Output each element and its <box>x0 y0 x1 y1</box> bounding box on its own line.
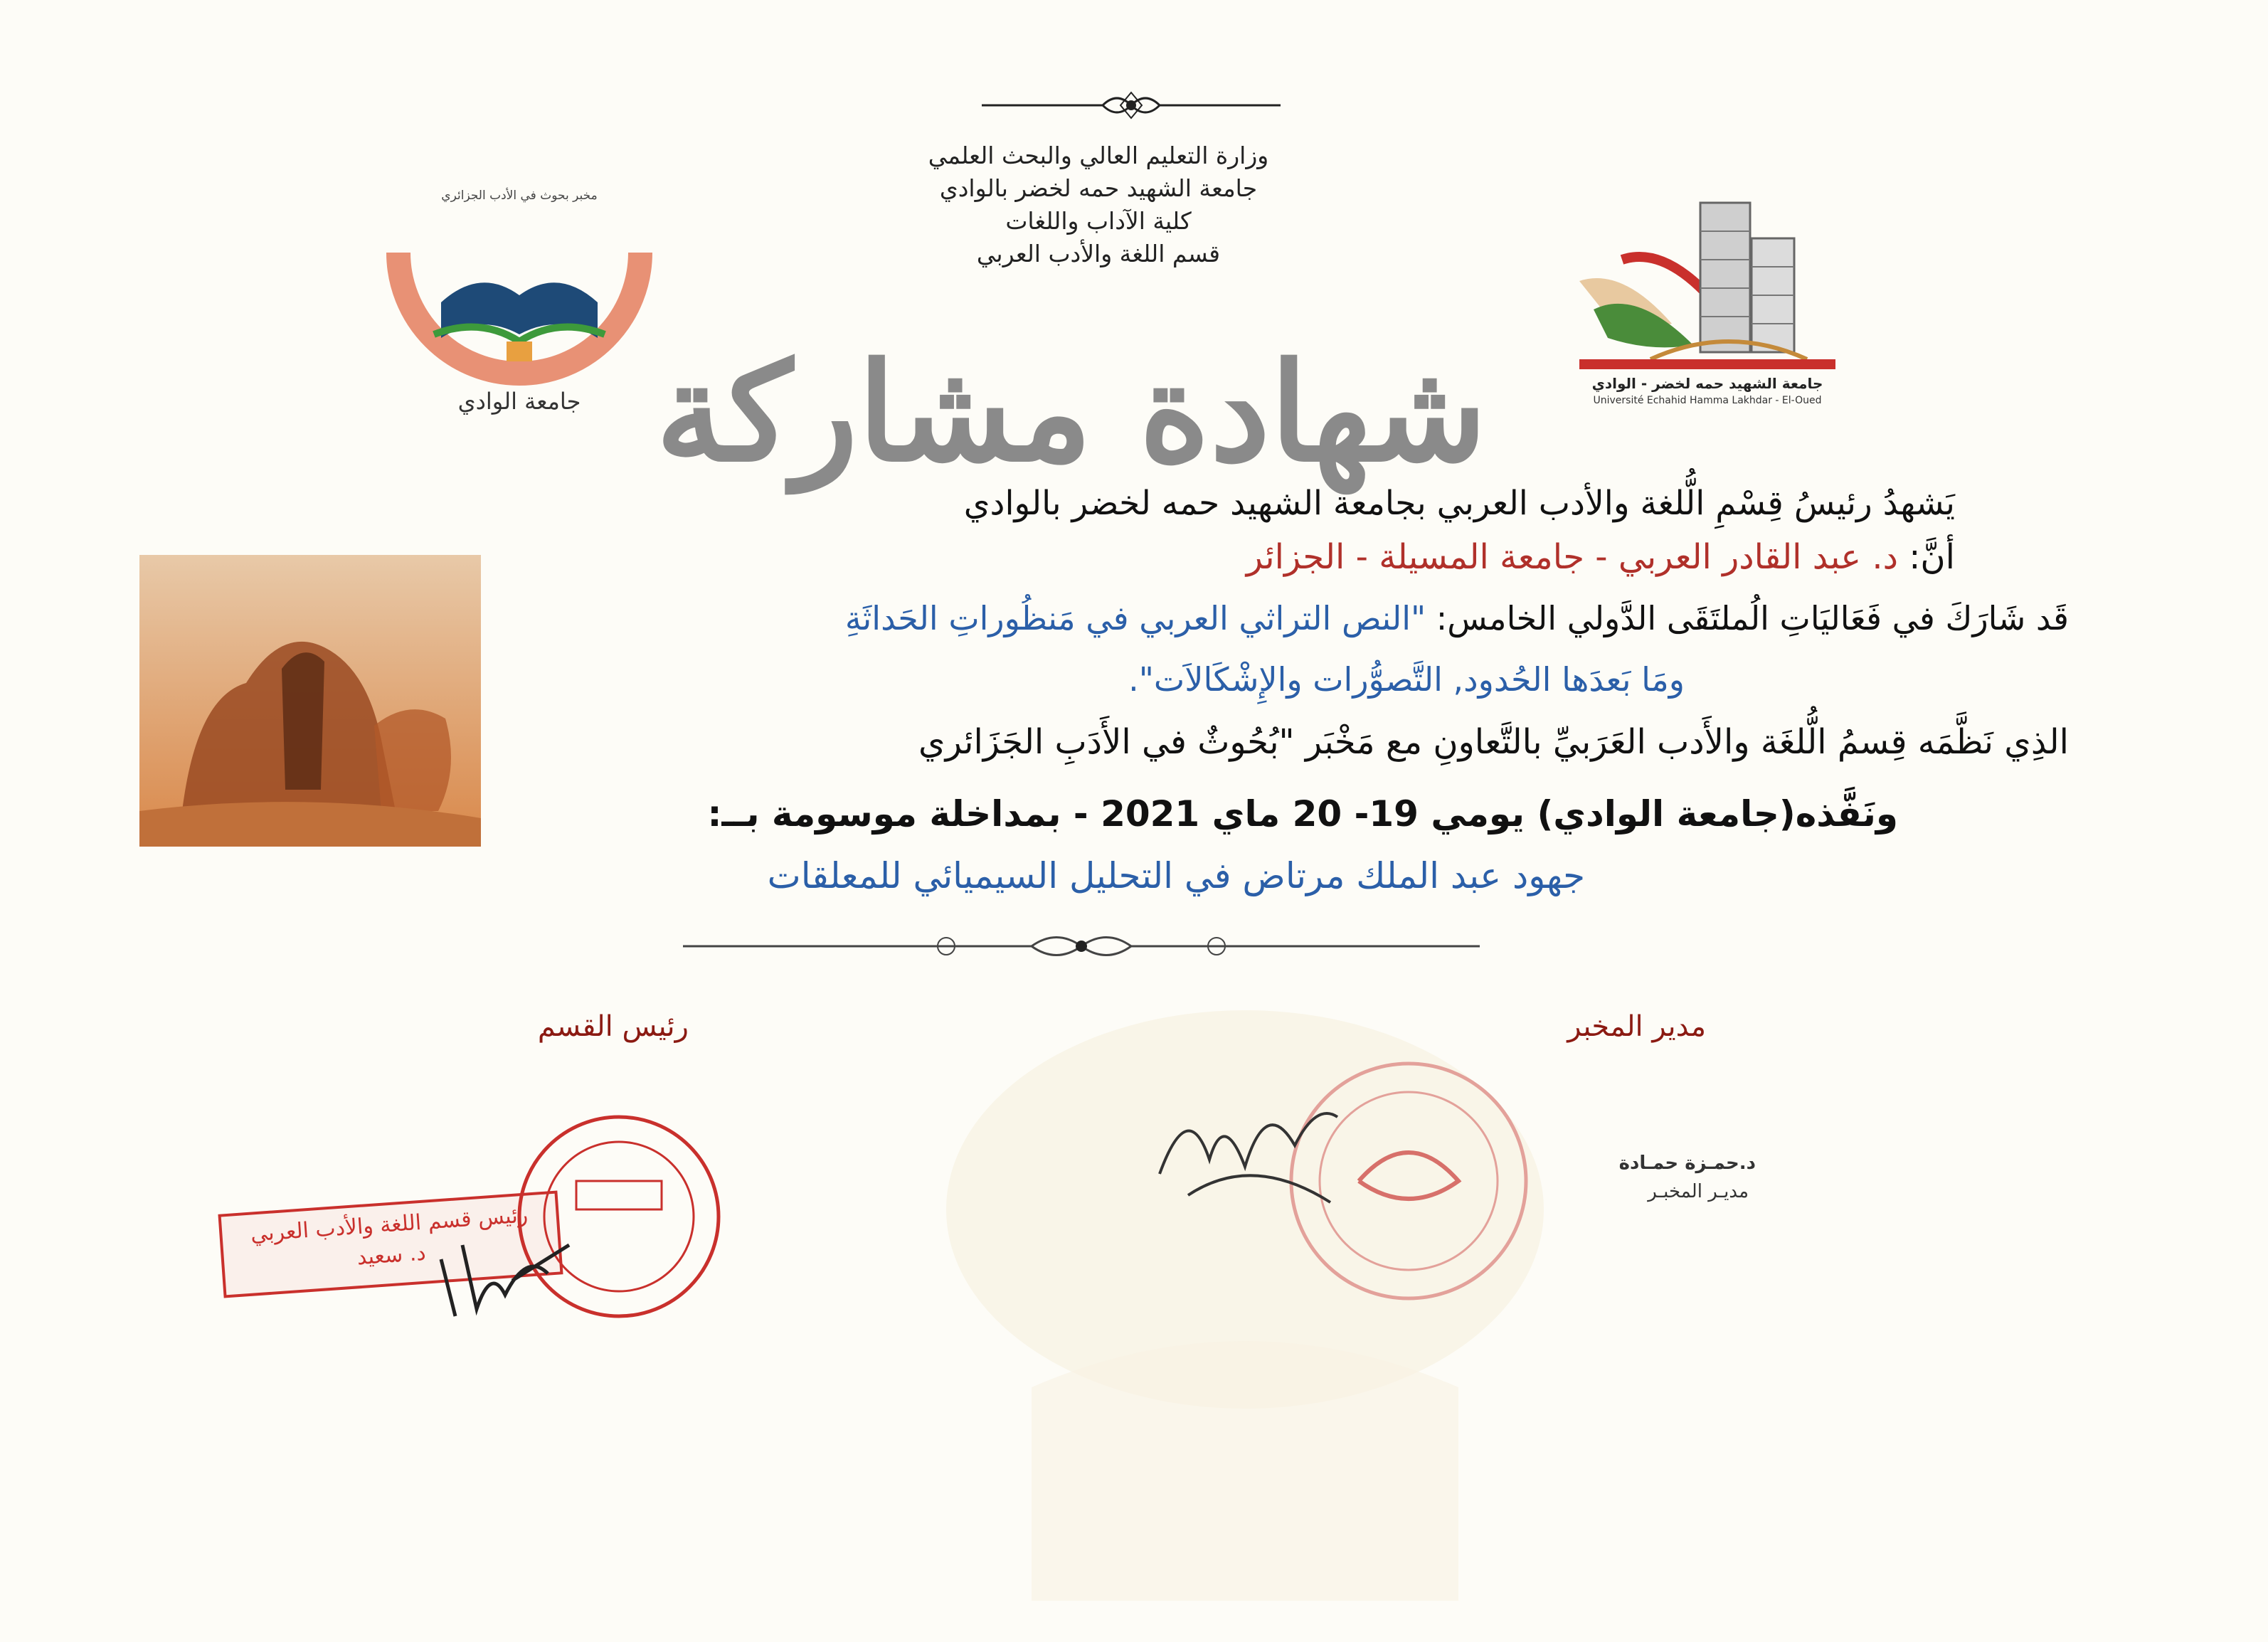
participant-line <box>1246 537 1955 577</box>
conference-title-part1: "النص التراثي العربي في مَنظُوراتِ الحَداثَةِ <box>844 599 1426 637</box>
organizer-line: الذِي نَظَّمَه قِسمُ الُّلغَة والأَدب العَرَبيِّ بالتَّعاونِ مع مَخْبَر "بُحُوثٌ في الأَدَبِ الجَزَائري <box>918 722 2069 762</box>
department-head-signature <box>427 1231 583 1323</box>
university-building-icon <box>1565 181 1850 374</box>
conference-line <box>845 599 2069 637</box>
institution-header <box>828 139 1369 270</box>
open-book-icon <box>356 181 683 395</box>
conference-title-part2: ومَا بَعدَها الحُدود, التَّصوُّرات والإِشْكَالاَت". <box>1128 660 1685 699</box>
lab-logo-arc-text: مخبر بحوث في الأدب الجزائري <box>441 189 598 203</box>
lab-director-signature <box>1145 1081 1359 1224</box>
lab-director-stamp-role: مديـر المخبـر <box>1648 1181 1749 1202</box>
lab-director-stamp-name: د.حمـزة حمـادة <box>1618 1153 1756 1174</box>
ministry-name: وزارة التعليم العالي والبحث العلمي <box>928 142 1269 169</box>
paper-title: جهود عبد الملك مرتاض في التحليل السيميائي للمعلقات <box>767 855 1585 896</box>
conference-prefix: قَد شَارَكَ في فَعَاليَاتِ الُملتَقَى الدَّولي الخامس: <box>1436 599 2069 637</box>
heritage-painting <box>139 555 481 847</box>
faculty-name: كلية الآداب واللغات <box>1005 207 1192 235</box>
department-stamp-line2: د. سعيد <box>356 1240 427 1271</box>
department-name: قسم اللغة والأدب العربي <box>976 240 1221 268</box>
university-logo-name-fr: Université Echahid Hamma Lakhdar - El-Oued <box>1593 395 1822 406</box>
university-logo <box>1565 181 1850 423</box>
department-head-title: رئيس القسم <box>537 1010 689 1043</box>
department-stamp-line1: رئيس قسم اللغة والأدب العربي <box>249 1202 529 1247</box>
bottom-ornament <box>676 925 1487 968</box>
lab-logo-caption: جامعة الوادي <box>457 388 581 415</box>
attestation-line: يَشهدُ رئيسُ قِسْمِ الُّلغة والأدب العربي بجامعة الشهيد حمه لخضر بالوادي <box>963 484 1955 523</box>
top-ornament <box>975 84 1288 127</box>
university-logo-name-ar: جامعة الشهيد حمه لخضر - الوادي <box>1591 375 1823 392</box>
lab-director-title: مدير المخبر <box>1567 1010 1706 1043</box>
lab-logo <box>356 181 683 438</box>
certificate-title: شهادة مشاركة <box>655 333 1487 492</box>
university-name: جامعة الشهيد حمه لخضر بالوادي <box>939 174 1258 202</box>
participant-prefix: أنَّ: <box>1909 537 1955 577</box>
participant-name: د. عبد القادر العربي - جامعة المسيلة - الجزائر <box>1246 537 1898 577</box>
date-line: ونَفَّذه(جامعة الوادي) يومي 19- 20 ماي 2021 - بمداخلة موسومة بــ: <box>707 793 1898 835</box>
